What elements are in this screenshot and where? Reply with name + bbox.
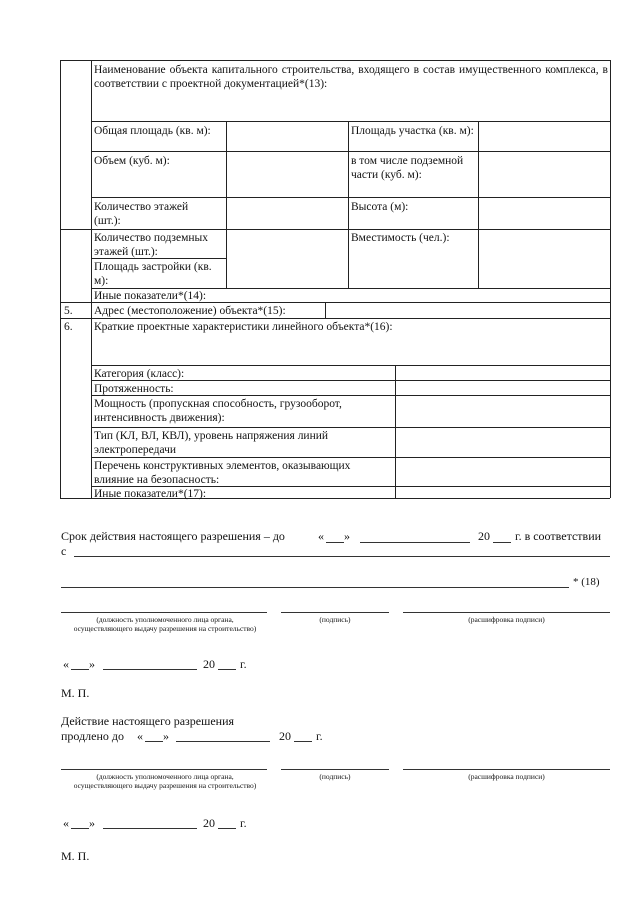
validity-prefix: Срок действия настоящего разрешения – до [61, 529, 285, 543]
date-year-prefix: 20 [203, 657, 215, 671]
extension-line-1: Действие настоящего разрешения [61, 714, 235, 728]
extension-year-suffix: г. [316, 729, 323, 743]
constructive-elements-label: Перечень конструктивных элементов, оказывающих влияние на безопасность: [94, 460, 351, 486]
extension-day-field[interactable] [145, 741, 163, 742]
decode-caption: (расшифровка подписи) [468, 615, 545, 624]
position-field-2[interactable] [61, 769, 267, 770]
built-area-label: Площадь застройки (кв. м): [94, 261, 212, 287]
total-area-label: Общая площадь (кв. м): [94, 125, 211, 137]
decode-field[interactable] [403, 612, 610, 613]
signature-caption-2: (подпись) [319, 772, 351, 781]
date-2-year-prefix: 20 [203, 816, 215, 830]
date-year-suffix: г. [240, 657, 247, 671]
underground-part-label: в том числе подземной части (куб. м): [351, 155, 464, 181]
decode-caption-2: (расшифровка подписи) [468, 772, 545, 781]
position-field[interactable] [61, 612, 267, 613]
date-2-year-field[interactable] [218, 828, 236, 829]
validity-year-prefix: 20 [478, 529, 490, 543]
date-2-year-suffix: г. [240, 816, 247, 830]
extension-year-prefix: 20 [279, 729, 291, 743]
address-label: Адрес (местоположение) объекта*(15): [94, 305, 286, 317]
date-quote-open: « [63, 657, 69, 671]
row-5-number: 5. [64, 305, 73, 317]
validity-basis-field-2[interactable] [61, 587, 569, 588]
signature-caption: (подпись) [319, 615, 351, 624]
footnote-18: * (18) [573, 576, 600, 588]
length-label: Протяженность: [94, 383, 174, 395]
validity-quote-close: » [344, 529, 350, 543]
position-caption: (должность уполномоченного лица органа, осуществляющего выдачу разрешения на строительство) [73, 615, 257, 633]
extension-year-field[interactable] [294, 741, 312, 742]
date-2-quote-close: » [89, 816, 95, 830]
volume-label: Объем (куб. м): [94, 155, 170, 167]
validity-suffix: г. в соответствии [515, 529, 602, 543]
validity-day-field[interactable] [326, 542, 344, 543]
validity-basis-field[interactable] [74, 556, 610, 557]
other-indicators-17-label: Иные показатели*(17): [94, 488, 207, 500]
row-6-number: 6. [64, 321, 73, 333]
site-area-label: Площадь участка (кв. м): [351, 125, 474, 137]
date-year-field[interactable] [218, 669, 236, 670]
extension-quote-close: » [163, 729, 169, 743]
linear-object-label: Краткие проектные характеристики линейного объекта*(16): [94, 321, 393, 333]
date-quote-close: » [89, 657, 95, 671]
other-indicators-14-label: Иные показатели*(14): [94, 290, 207, 302]
validity-from-label: с [61, 544, 67, 558]
extension-quote-open: « [137, 729, 143, 743]
signature-field-2[interactable] [281, 769, 389, 770]
underground-floors-label: Количество подземных этажей (шт.): [94, 232, 208, 258]
object-name-label: Наименование объекта капитального строительства, входящего в состав имущественного комплекса, в соответствии с проектной документацией*(13): [94, 64, 608, 90]
decode-field-2[interactable] [403, 769, 610, 770]
power-label: Мощность (пропускная способность, грузооборот, интенсивность движения): [94, 398, 342, 424]
stamp-label: М. П. [61, 686, 90, 700]
signature-field[interactable] [281, 612, 389, 613]
extension-line-2: продлено до [61, 729, 125, 743]
date-2-month-field[interactable] [103, 828, 197, 829]
line-type-label: Тип (КЛ, ВЛ, КВЛ), уровень напряжения линий электропередачи [94, 430, 329, 456]
floors-label: Количество этажей (шт.): [94, 201, 189, 227]
category-label: Категория (класс): [94, 368, 185, 380]
date-2-quote-open: « [63, 816, 69, 830]
stamp-label-2: М. П. [61, 849, 90, 863]
date-month-field[interactable] [103, 669, 197, 670]
position-caption-2: (должность уполномоченного лица органа, осуществляющего выдачу разрешения на строительство) [73, 772, 257, 790]
date-2-day-field[interactable] [71, 828, 89, 829]
date-day-field[interactable] [71, 669, 89, 670]
height-label: Высота (м): [351, 201, 409, 213]
validity-quote-open: « [318, 529, 324, 543]
validity-year-field[interactable] [493, 542, 511, 543]
capacity-label: Вместимость (чел.): [351, 232, 450, 244]
extension-month-field[interactable] [176, 741, 270, 742]
validity-month-field[interactable] [360, 542, 470, 543]
